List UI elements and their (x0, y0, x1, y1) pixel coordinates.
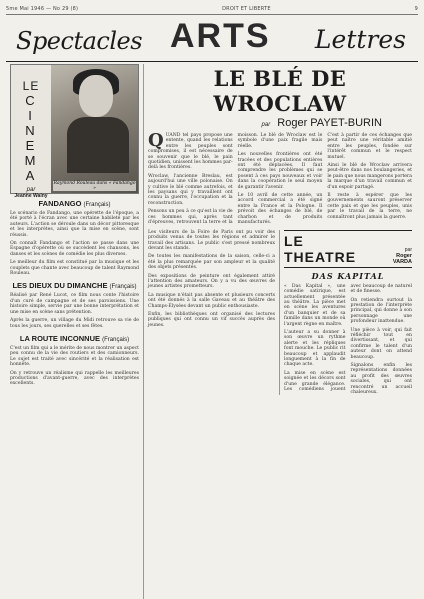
masthead (6, 15, 418, 62)
byline-par: par (261, 122, 271, 128)
paper-name: DROIT ET LIBERTE (222, 6, 271, 12)
section-title: FANDANGO (38, 199, 82, 208)
paragraph: On y retrouve un réalisme qui rappelle les meilleures productions d'avant-guerre, avec des interprètes excellents. (10, 370, 139, 387)
paragraph: Wroclaw, l'ancienne Breslau, est aujourd'hui une ville polonaise. On y cultive le blé comme autrefois, et les paysans qui y travaillent ont connu la guerre, l'occupation et la reconstruction. (148, 173, 233, 206)
section-heading-fandango (10, 199, 139, 208)
paragraph (148, 130, 233, 171)
cinema-header (10, 64, 139, 199)
paragraph: On connaît Fandango et l'action se passe dans une Espagne d'opérette où se succèdent les chansons, les danses et les scènes de comédie les plus diverses. (10, 241, 139, 257)
paragraph: « Das Kapital », une comédie satirique, est actuellement présentée au théâtre. La pièce met en scène les aventures d'un banquier et de sa famille dans un monde où l'argent règne en maître. (284, 283, 346, 327)
photo-caption: Raymond Rouleau dans « Fandango » (53, 181, 136, 191)
theatre-subtitle: DAS KAPITAL (311, 270, 385, 281)
masthead-arts: ARTS (170, 17, 271, 55)
paragraph: Il reste à espérer que les gouvernements sauront préserver cette paix et que les peuples, unis par le travail de la terre, ne connaîtront plus jamais la guerre. (327, 193, 412, 220)
dropcap: Q (148, 130, 164, 151)
article-byline (148, 117, 412, 129)
top-line (6, 4, 418, 15)
paragraph: Les visiteurs de la Foire de Paris ont pu voir des produits venus de toutes les régions et admirer le travail des artisans. Le public s'est pressé nombreux devant les stands. (148, 229, 275, 251)
paragraph: Ainsi le blé de Wroclaw arrivera peut-être dans nos boulangeries, et le pain que nous mangerons portera la marque d'un travail commun et d'un espoir partagé. (327, 163, 412, 190)
lower-section (148, 230, 412, 396)
paragraph: Signalons enfin les représentations données au profit des œuvres sociales, qui ont rencontré un accueil chaleureux. (350, 362, 412, 396)
theatre-title: LE THEATRE (284, 232, 357, 265)
paragraph: C'est un film qui a le mérite de nous montrer un aspect peu connu de la vie des routiers et des camionneurs. Le sujet est traité avec sincérité et la réalisation est honnête. (10, 345, 139, 368)
theatre-author: Roger VARDA (392, 252, 412, 265)
cinema-letter: E (25, 138, 37, 153)
paragraph: L'auteur a su donner à son œuvre un rythme alerte et les répliques font mouche. Le public rit beaucoup et applaudit longuement à la fin de chaque acte. (284, 329, 346, 368)
cinema-letter: M (24, 153, 38, 168)
theatre-by-label: par (404, 246, 412, 253)
section-title: LES DIEUX DU DIMANCHE (12, 281, 108, 291)
article-title: LE BLÉ DE WROCLAW (213, 66, 347, 116)
photo-body (67, 117, 129, 173)
paragraph: On retiendra surtout la prestation de l'interprète principal, qui donne à son personnage une profondeur inattendue. (350, 297, 412, 325)
cinema-letter: I (28, 108, 34, 123)
issue-date: 5me Mai 1946 — No 29 (8) (6, 6, 79, 12)
cinema-letter: A (25, 168, 37, 183)
section-lang: (Français) (109, 284, 137, 291)
section-lang: (Français) (102, 336, 130, 343)
page-number: 9 (414, 6, 418, 12)
byline-author: Roger PAYET-BURIN (277, 117, 382, 129)
theatre-header (284, 230, 412, 268)
paragraph: Le 10 avril de cette année, un accord commercial a été signé entre la France et la Pologne. Il prévoit des échanges de blé, de charbon et de produits manufacturés. (237, 193, 323, 226)
section-lang: (Français) (83, 202, 111, 208)
cinema-letter: C (25, 93, 37, 108)
section-heading-route (10, 334, 139, 343)
section-title: LA ROUTE INCONNUE (19, 333, 101, 343)
section-heading-dieux (10, 281, 139, 290)
article-body (148, 130, 412, 226)
photo-face (79, 75, 113, 117)
cinema-par: par (26, 187, 36, 193)
paragraph: De toutes les manifestations de la saison, celle-ci a été la plus remarquée par son ampleur et la qualité des objets présentés. (148, 254, 275, 271)
main-article-area (144, 64, 416, 599)
masthead-spectacles: Spectacles (16, 27, 143, 55)
lower-left-column (148, 230, 280, 396)
paragraph: Après la guerre, un village du Midi retrouve sa vie de tous les jours, ses querelles et ses fêtes. (10, 318, 139, 329)
paragraph: Une pièce à voir, qui fait réfléchir tout en divertissant, et qui confirme le talent d'un auteur dont on attend beaucoup. (350, 327, 412, 360)
paragraph: Pensons un peu à ce qu'est la vie de ces hommes qui, après tant d'épreuves, retrouvent la terre et la moisson. Le blé de Wroclaw est le symbole d'une paix fragile mais réelle. (148, 133, 323, 226)
cinema-author: Jeanne Walny (14, 193, 48, 199)
paragraph: C'est à partir de ces échanges que peut naître une véritable amitié entre les peuples, fondée sur l'intérêt commun et le respect mutuel. (327, 133, 412, 160)
paragraph: Réalisé par René Lucot, ce film nous conte l'histoire d'un curé de campagne et de ses paroissiens. Une histoire simple, servie par une bonne interprétation et une mise en scène sans prétention. (10, 293, 139, 315)
theatre-body (284, 284, 412, 396)
paragraph-text: UAND tel pays propose une entente, quand les relations entre les peuples sont compromises, il est nécessaire de se souvenir que le blé, le pain quotidien, unissent les hommes par-delà les frontières. (148, 133, 233, 171)
paragraph: Des expositions de peinture ont également attiré l'attention des amateurs. On y a vu des œuvres de jeunes artistes prometteurs. (148, 273, 275, 290)
masthead-lettres: Lettres (314, 25, 406, 54)
actor-photo (51, 65, 138, 193)
cinema-column (6, 64, 144, 599)
paragraph: Les nouvelles frontières ont été tracées et des populations entières ont été déplacées. Il faut comprendre les problèmes qui se posent à ces pays nouveaux et voir dans la coopération le seul moyen de garantir l'avenir. (237, 152, 323, 190)
paragraph: Le scénario de Fandango, une opérette de l'époque, a été porté à l'écran avec une certaine habileté par les auteurs. L'action se déroule dans un décor pittoresque et les interprètes, ainsi que la mise en scène, sont réussis. (10, 211, 139, 238)
page-columns (6, 64, 418, 599)
cinema-le: LE (22, 79, 40, 93)
paragraph: Enfin, les bibliothèques ont organisé des lectures publiques qui ont connu un vif succès auprès des jeunes. (148, 311, 275, 328)
cinema-letter: N (25, 123, 37, 138)
theatre-byline (377, 247, 412, 265)
cinema-label (11, 65, 51, 199)
paragraph: La mise en scène est soignée et les décors sont d'une grande élégance. Les comédiens jouent avec beaucoup de naturel et de finesse. (284, 283, 412, 393)
paragraph: La musique n'était pas absente et plusieurs concerts ont été donnés à la salle Gaveau et au théâtre des Champs-Élysées devant un public enthousiaste. (148, 292, 275, 309)
paragraph: Le meilleur du film est constitué par la musique et les couplets que chante avec beaucoup de talent Raymond Rouleau. (10, 260, 139, 277)
theatre-section (280, 230, 412, 396)
